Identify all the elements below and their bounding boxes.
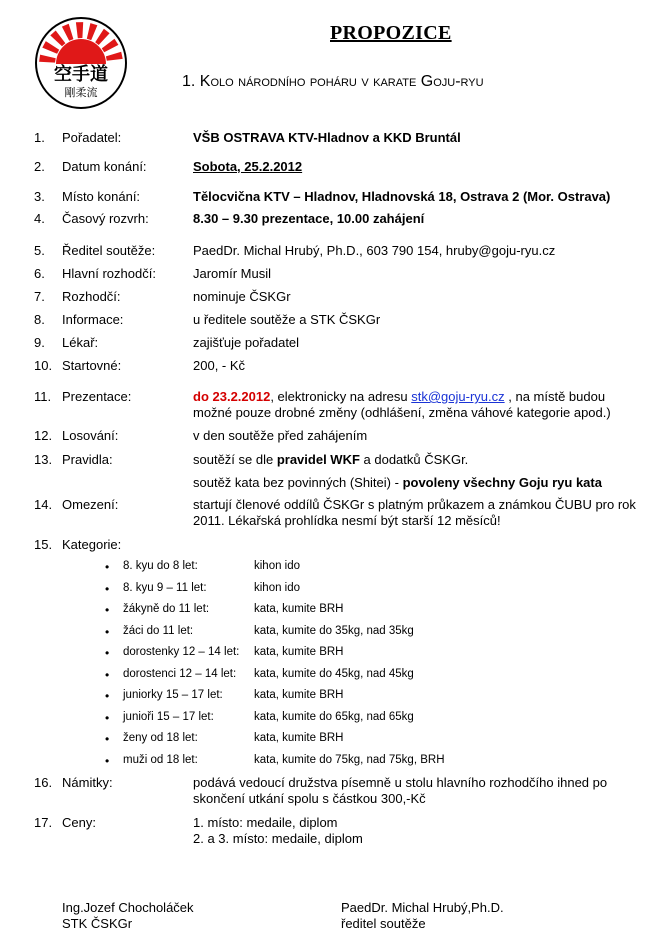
bullet-icon: •	[105, 732, 110, 746]
bullet-icon: •	[105, 603, 110, 617]
category-name: dorostenci 12 – 14 let:	[123, 667, 237, 680]
category-disciplines: kata, kumite do 75kg, nad 75kg, BRH	[254, 753, 445, 766]
signature-right	[341, 900, 504, 932]
bullet-icon: •	[105, 560, 110, 574]
signature-left	[62, 900, 194, 932]
category-disciplines: kata, kumite BRH	[254, 646, 344, 658]
signature-left-name: Ing.Jozef Chocholáček	[62, 900, 194, 915]
category-name: muži od 18 let:	[123, 753, 198, 766]
category-disciplines: kata, kumite do 65kg, nad 65kg	[254, 710, 414, 723]
svg-text:剛柔流: 剛柔流	[64, 86, 98, 99]
category-disciplines: kata, kumite BRH	[254, 603, 344, 615]
bullet-icon: •	[105, 667, 110, 682]
signature-right-role: ředitel soutěže	[341, 916, 426, 931]
category-name: junioři 15 – 17 let:	[123, 710, 214, 723]
category-name: žákyně do 11 let:	[123, 603, 210, 615]
bullet-icon: •	[105, 753, 110, 768]
bullet-icon: •	[105, 624, 110, 639]
category-disciplines: kata, kumite BRH	[254, 732, 344, 744]
category-disciplines: kata, kumite BRH	[254, 689, 344, 701]
registration-email-link[interactable]: stk@goju-ryu.cz	[411, 389, 505, 404]
category-disciplines: kihon ido	[254, 581, 301, 594]
category-name: 8. kyu 9 – 11 let:	[123, 581, 207, 594]
category-name: ženy od 18 let:	[123, 732, 198, 744]
category-disciplines: kata, kumite do 35kg, nad 35kg	[254, 624, 414, 637]
signature-right-name: PaedDr. Michal Hrubý,Ph.D.	[341, 900, 504, 915]
bullet-icon: •	[105, 689, 110, 703]
bullet-icon: •	[105, 581, 110, 596]
category-disciplines: kata, kumite do 45kg, nad 45kg	[254, 667, 414, 680]
goju-ryu-logo	[34, 16, 128, 110]
category-name: dorostenky 12 – 14 let:	[123, 646, 240, 658]
bullet-icon: •	[105, 646, 110, 660]
bullet-icon: •	[105, 710, 110, 725]
signature-left-role: STK ČSKGr	[62, 916, 133, 931]
svg-text:空手道: 空手道	[54, 64, 108, 85]
document-subtitle: 1. Kolo národního poháru v karate Goju-ryu	[182, 73, 484, 90]
category-disciplines: kihon ido	[254, 560, 301, 572]
document-title: PROPOZICE	[330, 22, 452, 44]
category-name: žáci do 11 let:	[123, 624, 194, 637]
category-name: 8. kyu do 8 let:	[123, 560, 198, 572]
registration-deadline: do 23.2.2012	[193, 389, 271, 404]
category-name: juniorky 15 – 17 let:	[123, 689, 223, 701]
